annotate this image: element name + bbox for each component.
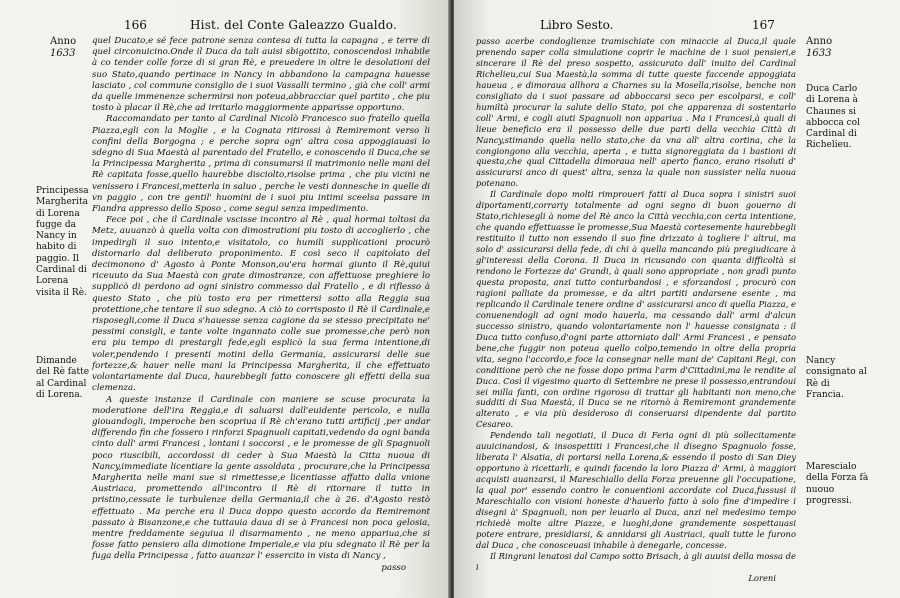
right-page — [454, 0, 900, 598]
paragraph: A queste instanze il Cardinale con maniere se scuse procurata la moderatione dell'ira Reggia,e di saluarsi dall'euidente pericolo, e nulla giouandogli, imperoche ben scopriua il Rè ch'erano tutti artificij ,per andar differendo fin che fossero i rinforzi Spagnuoli capitati,vedendo da ogni banda cinto dall' armi Francesi , lontani i soccorsi , e le promesse de gli Spagnuoli poco riuscibili, accordossi di ceder à Sua Maestà la Citta nuoua di Nancy,immediate licentiare la gente assoldata , procurare,che la Principessa Margherita nelle mani sue si rimettesse,e licentiasse affatto dalla vnione Austriaca, promettendo all'incontro il Rè di ritornare il tutto in pristino,cessate le turbulenze della Germania,il che à 26. d'Agosto restò effettuato . Ma perche era il Duca doppo questo accordo da Remiremont passato à Bisanzone,e che tuttauia daua di se à Francesi non poca gelosia, mentre freddamente seguiua il disarmamento , ne meno appariua,che si fosse fatto pensiero alla dimotione Imperiale,e via piu sdegnato il Rè per la fuga della Principessa , fatto auanzar l' essercito in vista di Nancy , — [92, 394, 430, 562]
year-value: 1633 — [806, 48, 832, 59]
year-label: Anno — [50, 36, 77, 47]
margin-note: Nancy consignato al Rè di Francia. — [806, 356, 867, 400]
paragraph: Il Cardinale dopo molti rimproueri fatti al Duca sopra i sinistri suoi diportamenti,corrariy totalmente ad ogni segno di buon gouerno di Stato,richiesegli à nome del Rè anco la Città vecchia,con certa intentione, che quando effettuasse le promesse,Sua Maestà cortesemente haurebbegli restituito il tutto non essendo il suo fine drizzato à togliere l' altrui, ma solo d' assicurarsi della fede, di chi à quella mancando più pregiudicare à gl'interessi della Corona. Il Duca in ricusando con quanta difficoltà si rendono le Fortezze da' Grandi, à quali sono appropriate , non gradì punto questa proposta, anzi tutto conturbandosi , e sforzandosi , procurò con ragioni palliate da promesse, e da altri partiti andarsene esente , ma replicando il Cardinale tenere ordine d' assicurarsi anco di quella Piazza, e conuenendogli ad ogni modo hauerla, ma cessando dall' armi d'alcun successo sinistro, quando volontariamente non l' hauesse consignata : il Duca tutto confuso,d'ogni parte attorniato dall' Armi Francesi , e pensato bene,che fuggir non poteua quello colpo,temendo in oltre della propria vita, segno l'accordo,e foce la consegnar nelle mani de' Capitani Regi, con conditione però che ne fosse dopo prima l'arm d'Cittadini,ma le rendite al Duca. Così il vigesimo quarto di Settembre ne prese il possesso,entrandoui sei milla fanti, con ordine rigoroso di trattar gli habitanti non meno,che sudditi di Sua Maestà, il Duca se ne ritornò à Remiremont grandemente alterato , e via più desideroso di conseruarsi dipendente dal partito Cesareo. — [476, 189, 796, 430]
paragraph: quel Ducato,e sé fece patrone senza contesa di tutta la capagna , e terre di quel circonuicino.Onde il Duca da tali auisi sbigottito, conoscendosi inhabile à co tender colle forze di si gran Rè, e preuedere in oltre le desolationi del suo Stato,quando pertinace in Nancy in abbandono la campagna hauesse lasciato , col commune consiglio de i suoi Vassalli termino , già che coll' armi da quelle immenenze schermirsi non poteua,abbracciar quel partito , che piu tosto à placar il Rè,che ad irritarlo maggiormente apparisse opportuno. — [92, 36, 430, 114]
left-body-text — [92, 36, 430, 574]
paragraph: Raccomandato per tanto al Cardinal Nicolò Francesco suo fratello quella Piazza,egli con la Moglie , e la Cognata ritirossi à Remiremont verso li confini della Borgogna ; e perche sopra ogn' altra cosa appoggiauasi lo sdegno di Sua Maestà al parentado del Fratello, e conoscendo il Duca,che se la Principessa Margherita , prima di consumarsi il matrimonio nelle mani del Rè capitata fosse,quello haurebbe disciolto,risolse prima , che piu vicini ne venissero i Francesi,metterla in saluo , perche le vesti donnesche in quelle di vn paggio , con tre gentil' huomini de i suoi piu intimi sceelsa passare in Fiandra appresso dello Sposo , come segui senza impedimento. — [92, 114, 430, 215]
year-label: Anno — [806, 36, 833, 47]
catchword: passo — [381, 562, 406, 573]
paragraph: Pendendo tali negotiati, il Duca di Feria ogni di più sollecitamente auuicinandosi, & insospettiti i Francesi,che il disegno Spagnuolo fosse, liberata l' Alsatia, di portarsi nella Lorena,& essendo il posto di San Diey opportuno à ricettarli, e quindi facendo la loro Piazza d' Armi, à maggiori acquisti auanzarsi, il Mareschiallo della Forza preuenne gli l'occupatione, la qual por' essendo contro le conuentioni accordate col Duca,fussusi il Mareschiallo con visioni honeste d'hauerlo fatto à solo fine d'impedire i disegni à' Spagnuoli, non per leuarlo al Duca, anzi nel medesimo tempo richiedè molte altre Piazze, e luoghi,done grandemente sospettauasi potere entrare, presidiarsi, & annidarsi gli Austriaci, quali tutte le furono dal Duca , che conosceuasi inhabile à denegarle, concesse. — [476, 430, 796, 550]
page-number: 166 — [124, 18, 147, 32]
year-value: 1633 — [50, 48, 76, 59]
margin-note: Principessa Margherita di Lorena fugge da Nancy in habito di paggio. Il Cardinal di Lorena visita il Rè. — [36, 186, 89, 298]
catchword: Loreni — [748, 572, 776, 583]
margin-note: Marescialo della Forza fà nuouo progressi. — [806, 462, 869, 506]
page-number: 167 — [752, 18, 775, 32]
paragraph: Il Ringrani lenatosi dal Campo sotto Brisach, à gli auuisi della mossa de i — [476, 550, 796, 572]
paragraph: Fece poi , che il Cardinale vscisse incontro al Rè , qual hormai toltosi da Metz, auuanzò à quella volta con dimostrationi piu tosto di accoglierlo , che impedirgli il suo intento,e visitatolo, co humili supplicationi procurò distornarlo dal deliberato proponimento. E così seco il capitolato del decimonono d' Agosto à Ponte Monson,ou'era hormai giunto il Rè,quiui riceuuto da Sua Maestà con grate dimostranze, con affettuose preghiere lo supplicò di perdono ad ogni sinistro commesso dal Fratello , e di riflesso à questo Stato , che più tosto era per rimettersi sotto alla Reggia sua protettione,che tentare il suo sdegno. A ciò to corrisposto il Rè il Cardinale,e risposegli,come il Duca s'hauesse senza cagione da se stesso precipitato ne' pessimi consigli, e tante volte ingannato colle sue promesse,che però non era piu tempo di prestargli fede,egli esplicò la sua ferma intentione,di voler,pendendo i presenti motini della Germania, assicurarsi delle sue fortezze,& hauer nelle mani la Principessa Margherita, il che effettuato volontariamente dal Duca, haurebbegli fatto conoscere gli effetti della sua clemenza. — [92, 215, 430, 394]
right-body-text — [476, 36, 796, 584]
margin-note: Dimande del Rè fatte al Cardinal di Lorena. — [36, 356, 90, 400]
running-title: Libro Sesto. — [540, 18, 614, 32]
running-title: Hist. del Conte Galeazzo Gualdo. — [190, 18, 397, 32]
paragraph: passo acerbe condoglienze tramischiate con minaccie al Duca,il quale prenendo saper colla simulatione coprir le machine de i suoi pensieri,e sincerare il Rè del preso sospetto, assicurato dall' inuito del Cardinal Richelieu,cui Sua Maestà,la somma di tutte queste faccende appoggiata haueua , e dimoraua allhora a Charnes su la Mosella,risolse, benche non consigliato da i suoi passare ad abboccarsi seco per escolparsi, e coll' humiltà procurar la salute dello Stato, poi che apparenza di sostentarlo coll' Armi, e cogli aiuti Spagnuoli non appariua . Ma i Francesi,à quali di lieue beneficio era il possesso delle due parti della vecchia Città di Nancy,stimando quella nello stato,che da vna all' altra cortina, che la congiongono alla vecchia, aperta , e tutta signoreggiata da i bastioni di questa,che qual Cittadella dimoraua nell' aperto fianco, erano risoluti d' assicurarsi anco di quest' altra, senza la quale non sussister nella nuoua potenano. — [476, 36, 796, 189]
margin-note: Duca Carlo di Lorena à Chaunes si abbocca col Cardinal di Richelieu. — [806, 84, 860, 151]
